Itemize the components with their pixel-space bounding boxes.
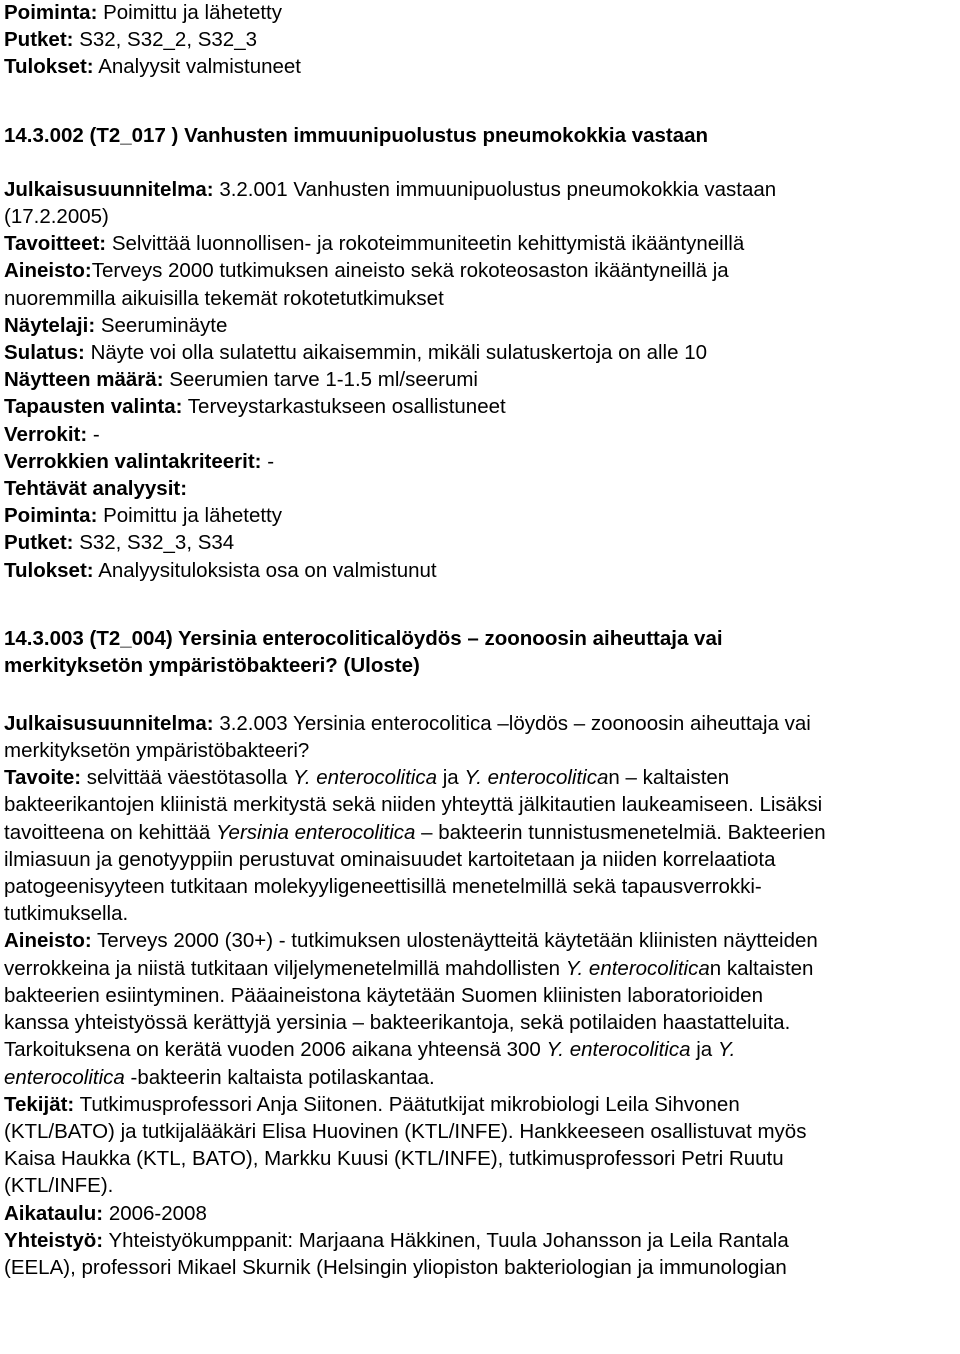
species-name: Y. enterocolitica xyxy=(293,766,438,790)
aineisto-value: Terveys 2000 tutkimuksen aineisto sekä rokoteosaston ikääntyneillä ja xyxy=(91,259,729,283)
aineisto-line: kanssa yhteistyössä kerättyjä yersinia – bakteerikantoja, sekä potilaiden haastatteluita. xyxy=(4,1011,791,1035)
tehtavat-label: Tehtävät analyysit: xyxy=(4,477,188,501)
tekijat-line: Kaisa Haukka (KTL, BATO), Markku Kuusi (KTL/INFE), tutkimusprofessori Petri Ruutu xyxy=(4,1147,784,1171)
verrokit-row xyxy=(4,421,960,448)
tavoite-text: selvittää väestötasolla xyxy=(86,766,288,790)
julkaisu-row xyxy=(4,710,960,737)
document-body xyxy=(4,0,960,1281)
tulokset-row xyxy=(4,53,960,80)
aineisto-continued: nuoremmilla aikuisilla tekemät rokotetutkimukset xyxy=(4,286,444,310)
putket-label: Putket: xyxy=(4,28,74,52)
tavoite-line: patogeenisyyteen tutkitaan molekyyligeneettisillä menetelmillä sekä tapausverrokki- xyxy=(4,875,762,899)
maara-label: Näytteen määrä: xyxy=(4,368,164,392)
tekijat-label: Tekijät: xyxy=(4,1092,75,1116)
poiminta-value: Poimittu ja lähetetty xyxy=(103,1,283,24)
tekijat-line: (KTL/BATO) ja tutkijalääkäri Elisa Huovinen (KTL/INFE). Hankkeeseen osallistuvat myös xyxy=(4,1119,807,1143)
project-title-line-2: merkityksetön ympäristöbakteeri? (Uloste) xyxy=(4,654,420,678)
species-name: Y. enterocolitica xyxy=(565,956,710,980)
tavoite-text: ja xyxy=(442,766,459,790)
verrokkien-row xyxy=(4,448,960,475)
tapausten-value: Terveystarkastukseen osallistuneet xyxy=(187,395,506,419)
putket-label: Putket: xyxy=(4,531,74,555)
poiminta-label: Poiminta: xyxy=(4,1,98,24)
tavoite-line: ilmiasuun ja genotyyppiin perustuvat ominaisuudet kartoitetaan ja niiden korrelaatiota xyxy=(4,847,776,871)
tavoite-line: bakteerikantojen kliinistä merkitystä sekä niiden yhteyttä jälkitautien laukeamiseen. Lisäksi xyxy=(4,793,823,817)
julkaisu-value: 3.2.003 Yersinia enterocolitica –löydös – zoonoosin aiheuttaja vai xyxy=(219,711,811,735)
species-name: enterocolitica xyxy=(4,1065,125,1089)
julkaisu-label: Julkaisusuunnitelma: xyxy=(4,177,214,201)
aikataulu-value: 2006-2008 xyxy=(108,1201,207,1225)
tekijat-text: Tutkimusprofessori Anja Siitonen. Päätutkijat mikrobiologi Leila Sihvonen xyxy=(79,1092,740,1116)
tapausten-row xyxy=(4,393,960,420)
project-title: 14.3.002 (T2_017 ) Vanhusten immuunipuolustus pneumokokkia vastaan xyxy=(4,123,709,147)
aineisto-text: -bakteerin kaltaista potilaskantaa. xyxy=(130,1065,435,1089)
tavoite-text: n – kaltaisten xyxy=(608,766,730,790)
julkaisu-label: Julkaisusuunnitelma: xyxy=(4,711,214,735)
yhteistyo-line: (EELA), professori Mikael Skurnik (Helsingin yliopiston bakteriologian ja immunologian xyxy=(4,1255,787,1279)
tapausten-label: Tapausten valinta: xyxy=(4,395,183,419)
verrokit-value: - xyxy=(92,422,100,446)
aineisto-line xyxy=(4,1036,960,1063)
maara-row xyxy=(4,366,960,393)
aikataulu-label: Aikataulu: xyxy=(4,1201,104,1225)
poiminta-value: Poimittu ja lähetetty xyxy=(103,504,283,528)
project-14-3-002 xyxy=(4,122,960,584)
poiminta-row xyxy=(4,502,960,529)
tulokset-value: Analyysituloksista osa on valmistunut xyxy=(98,558,437,582)
tavoite-row xyxy=(4,764,960,791)
naytelaji-row xyxy=(4,312,960,339)
project-title-line-1: 14.3.003 (T2_004) Yersinia enterocoliticalöydös – zoonoosin aiheuttaja vai xyxy=(4,626,723,650)
tulokset-label: Tulokset: xyxy=(4,55,94,79)
tavoitteet-value: Selvittää luonnollisen- ja rokoteimmuniteetin kehittymistä ikääntyneillä xyxy=(111,232,745,256)
tavoite-text: – bakteerin tunnistusmenetelmiä. Bakteerien xyxy=(421,820,826,844)
maara-value: Seerumien tarve 1-1.5 ml/seerumi xyxy=(169,368,478,392)
julkaisu-value: 3.2.001 Vanhusten immuunipuolustus pneumokokkia vastaan xyxy=(219,177,777,201)
aineisto-text: Terveys 2000 (30+) - tutkimuksen ulostenäytteitä käytetään kliinisten näytteiden xyxy=(97,929,818,953)
tavoite-line xyxy=(4,819,960,846)
tulokset-row xyxy=(4,557,960,584)
putket-row xyxy=(4,26,960,53)
species-name: Yersinia enterocolitica xyxy=(216,820,416,844)
tulokset-label: Tulokset: xyxy=(4,558,94,582)
yhteistyo-label: Yhteistyö: xyxy=(4,1228,104,1252)
aikataulu-row xyxy=(4,1200,960,1227)
julkaisu-row xyxy=(4,176,960,203)
tekijat-row xyxy=(4,1091,960,1118)
naytelaji-value: Seeruminäyte xyxy=(100,313,228,337)
aineisto-line xyxy=(4,1064,960,1091)
aineisto-text: verrokkeina ja niistä tutkitaan viljelymenetelmillä mahdollisten xyxy=(4,956,561,980)
previous-project-status xyxy=(4,0,960,81)
verrokkien-value: - xyxy=(267,449,275,473)
tavoite-text: tavoitteena on kehittää xyxy=(4,820,211,844)
poiminta-label: Poiminta: xyxy=(4,504,98,528)
julkaisu-date: (17.2.2005) xyxy=(4,205,109,229)
aineisto-line xyxy=(4,955,960,982)
tavoite-line: tutkimuksella. xyxy=(4,902,129,926)
sulatus-label: Sulatus: xyxy=(4,341,85,365)
aineisto-label: Aineisto: xyxy=(4,259,92,283)
tavoitteet-label: Tavoitteet: xyxy=(4,232,107,256)
naytelaji-label: Näytelaji: xyxy=(4,313,96,337)
project-14-3-003 xyxy=(4,625,960,1281)
putket-row xyxy=(4,529,960,556)
sulatus-value: Näyte voi olla sulatettu aikaisemmin, mikäli sulatuskertoja on alle 10 xyxy=(90,341,708,365)
poiminta-row xyxy=(4,0,960,26)
aineisto-row xyxy=(4,257,960,284)
aineisto-label: Aineisto: xyxy=(4,929,92,953)
putket-value: S32, S32_2, S32_3 xyxy=(79,28,258,52)
tavoite-label: Tavoite: xyxy=(4,766,82,790)
aineisto-text: ja xyxy=(696,1038,713,1062)
verrokkien-label: Verrokkien valintakriteerit: xyxy=(4,449,262,473)
tavoitteet-row xyxy=(4,230,960,257)
yhteistyo-text: Yhteistyökumppanit: Marjaana Häkkinen, Tuula Johansson ja Leila Rantala xyxy=(108,1228,789,1252)
aineisto-row xyxy=(4,927,960,954)
tulokset-value: Analyysit valmistuneet xyxy=(98,55,301,79)
putket-value: S32, S32_3, S34 xyxy=(79,531,235,555)
tekijat-line: (KTL/INFE). xyxy=(4,1174,114,1198)
sulatus-row xyxy=(4,339,960,366)
verrokit-label: Verrokit: xyxy=(4,422,88,446)
aineisto-text: n kaltaisten xyxy=(709,956,814,980)
aineisto-text: Tarkoituksena on kerätä vuoden 2006 aikana yhteensä 300 xyxy=(4,1038,541,1062)
species-name: Y. xyxy=(717,1038,736,1062)
aineisto-line: bakteerien esiintyminen. Pääaineistona käytetään Suomen kliinisten laboratorioiden xyxy=(4,983,763,1007)
yhteistyo-row xyxy=(4,1227,960,1254)
julkaisu-continued: merkityksetön ympäristöbakteeri? xyxy=(4,739,310,763)
species-name: Y. enterocolitica xyxy=(546,1038,691,1062)
species-name: Y. enterocolitica xyxy=(464,766,609,790)
